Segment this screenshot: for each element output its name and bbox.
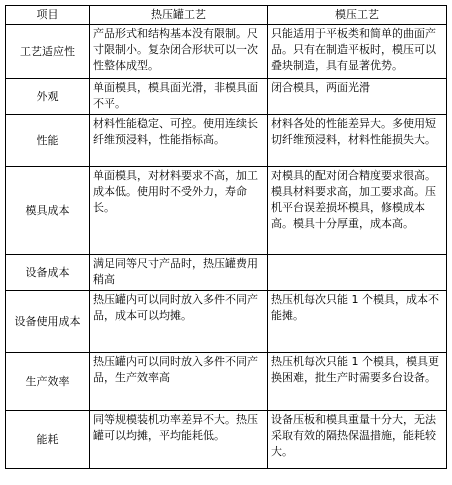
table-row — [6, 353, 447, 411]
molding-cell: 热压机每次只能 1 个模具，模具更换困难，批生产时需要多台设备。 — [268, 353, 447, 411]
autoclave-cell: 满足同等尺寸产品时，热压罐费用稍高 — [90, 255, 268, 291]
row-item-label: 性能 — [6, 115, 90, 167]
autoclave-cell: 产品形式和结构基本没有限制。尺寸限制小。复杂闭合形状可以一次性整体成型。 — [90, 25, 268, 79]
table-row — [6, 167, 447, 255]
molding-cell: 闭合模具，两面光滑 — [268, 79, 447, 115]
table-row — [6, 411, 447, 469]
row-item-label: 设备成本 — [6, 255, 90, 291]
autoclave-cell: 单面模具，对材料要求不高，加工成本低。使用时不受外力，寿命长。 — [90, 167, 268, 255]
table-row — [6, 255, 447, 291]
header-item: 项目 — [6, 6, 90, 25]
autoclave-cell: 单面模具，模具面光滑，非模具面不平。 — [90, 79, 268, 115]
molding-cell: 热压机每次只能 1 个模具，成本不能摊。 — [268, 291, 447, 353]
molding-cell: 对模具的配对闭合精度要求很高。模具材料要求高，加工要求高。压机平台误差损坏模具，修模成本高。模具十分厚重，成本高。 — [268, 167, 447, 255]
row-item-label: 工艺适应性 — [6, 25, 90, 79]
molding-cell: 只能适用于平板类和简单的曲面产品。只有在制造平板时，模压可以叠块制造，具有显著优势。 — [268, 25, 447, 79]
table-row — [6, 115, 447, 167]
table-row — [6, 25, 447, 79]
row-item-label: 生产效率 — [6, 353, 90, 411]
molding-cell: 设备压板和模具重量十分大，无法采取有效的隔热保温措施，能耗较大。 — [268, 411, 447, 469]
table-row — [6, 291, 447, 353]
row-item-label: 模具成本 — [6, 167, 90, 255]
autoclave-cell: 热压罐内可以同时放入多件不同产品，生产效率高 — [90, 353, 268, 411]
table-row — [6, 79, 447, 115]
molding-cell — [268, 255, 447, 291]
table-header-row — [6, 6, 447, 25]
header-molding: 模压工艺 — [268, 6, 447, 25]
autoclave-cell: 同等规模装机功率差异不大。热压罐可以均摊，平均能耗低。 — [90, 411, 268, 469]
comparison-table — [5, 5, 447, 469]
autoclave-cell: 材料性能稳定、可控。使用连续长纤维预浸料，性能指标高。 — [90, 115, 268, 167]
autoclave-cell: 热压罐内可以同时放入多件不同产品，成本可以均摊。 — [90, 291, 268, 353]
row-item-label: 设备使用成本 — [6, 291, 90, 353]
row-item-label: 能耗 — [6, 411, 90, 469]
row-item-label: 外观 — [6, 79, 90, 115]
header-autoclave: 热压罐工艺 — [90, 6, 268, 25]
molding-cell: 材料各处的性能差异大。多使用短切纤维预浸料，材料性能损失大。 — [268, 115, 447, 167]
